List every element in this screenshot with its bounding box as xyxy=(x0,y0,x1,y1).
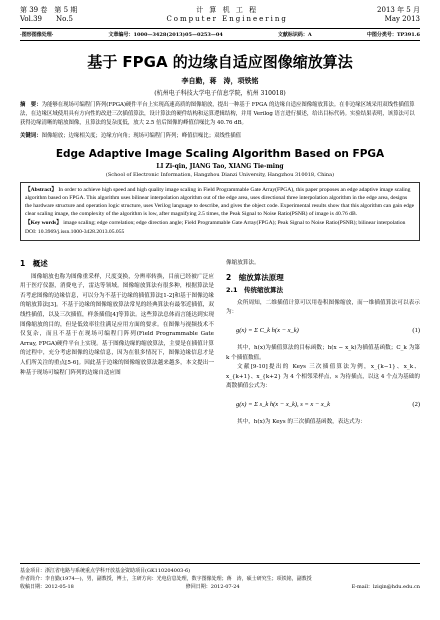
keywords-english xyxy=(25,219,415,227)
body-columns xyxy=(20,259,420,428)
doi: DOI: 10.3969/j.issn.1000-3428.2013.05.055 xyxy=(25,229,125,235)
equation-1-number: (1) xyxy=(412,327,420,335)
abstract-chinese xyxy=(20,101,420,128)
abstract-label-en: 【Abstract】 xyxy=(25,187,58,193)
equation-2-number: (2) xyxy=(412,401,420,409)
classification-number: 中图分类号：TP391.6 xyxy=(366,32,420,38)
equation-2-body: g(x) = Σ s_k h(x − x_k), s = x − x_k xyxy=(236,401,330,409)
keywords-text-cn: 图像缩放；边缘相关度；边缘方向角；现场可编程门阵列；峰值信噪比；双线性插值 xyxy=(41,133,242,139)
abstract-label-cn: 摘 要： xyxy=(20,102,42,108)
volume-cn: 第 39 卷 第 5 期 xyxy=(20,6,78,14)
abstract-english xyxy=(25,186,415,218)
equation-2 xyxy=(236,396,420,414)
author-bio: 作者简介：李自勤(1974—)，男，副教授，博士，主研方向：光电信息处理，数字图像处理；蒋 涛，硕士研究生；项铁铭，副教授 xyxy=(20,576,312,582)
paragraph-3: 文献[9-10]提出的 Keys 三次插值算法为例，x_{k−1}、x_k、x_{k+1}、x_{k+2} 为 4 个相邻采样点，s 为待插点，以这 4 个点为基础的离散插值公式为： xyxy=(226,364,420,390)
article-number: 文章编号：1000—3428(2013)05—0253—04 xyxy=(108,32,223,38)
date-en: May 2013 xyxy=(384,15,420,23)
affiliation-chinese: (杭州电子科技大学电子信息学院，杭州 310018) xyxy=(154,90,286,97)
equation-1 xyxy=(236,322,420,340)
english-abstract-box xyxy=(20,182,420,241)
modified-date: 修回日期：2012-07-24 xyxy=(185,584,240,590)
journal-name-cn: 计 算 机 工 程 xyxy=(196,6,259,14)
article-meta xyxy=(20,29,420,40)
volume-info xyxy=(20,6,77,24)
meta-rule xyxy=(20,40,420,41)
journal-name xyxy=(166,6,287,24)
journal-name-en: Computer Engineering xyxy=(166,15,288,23)
title-english: Edge Adaptive Image Scaling Algorithm Based on FPGA xyxy=(55,148,385,160)
overview-paragraph: 图像缩放也称为图像重采样，尺度变换，分辨率转换，目前已经被广泛应用于医疗仪器，消费电子，雷达等领域。图像缩放算法有很多种，根据算法是否考虑图像的边缘信息，可以分为不基于边缘的插值算法[1-2]和基于图像边缘的缩放算法[3]。不基于边缘的图像缩放算法常见的经典算法有最邻近插值，双线性插值，以及三次插值，样条插值[4]等算法。这些算法总体而言能达到实现图像缩放的目的，但是低效率往往满足应用方面的要求。在图像与视频技术不仅复杂，而且不基于在现场可编程门阵列(Field Programmable Gate Array, FPGA)硬件平台上实现。基于图像边缘的缩放算法，主要是在插值计算的过程中，充分考虑图像的边缘信息，因为在很多情况下，图像边缘信息才是人们所关注的重点[5-6]。因此基于边缘的图像缩放算法越来越多，本文提出一种基于现场可编程门阵列的边缘自适应图 xyxy=(20,273,214,376)
paragraph-1: 众所周知，二维插值计算可以用卷积图像缩放，而一维插值算法可以表示为： xyxy=(226,299,420,316)
title-chinese: 基于 FPGA 的边缘自适应图像缩放算法 xyxy=(87,53,353,71)
date-cn: 2013 年 5 月 xyxy=(377,6,420,14)
keywords-label-en: 【Key words】 xyxy=(25,220,62,226)
volume-en: Vol.39 No.5 xyxy=(20,15,73,23)
footnote xyxy=(20,563,420,591)
received-date: 收稿日期：2012-05-18 xyxy=(20,584,74,590)
authors-english: LI Zi-qin, JIANG Tao, XIANG Tie-ming xyxy=(156,163,284,170)
abstract-text-cn: 为能够在现场可编程门阵列(FPGA)硬件平台上实现高速高质的图像缩放，提出一种基于 FPGA 的边缘自适应图像缩放算法。在非边缘区域采用双线性插值算法，在边缘区域使用具有方向性的改进三次插值算法，设计算法的硬件结构和运算逻辑结构，并用 Verilog 语言进行描述，给出目标代码。实验结果表明，该算法可以获得边缘清晰的缩放图像，且算法的复杂度低，放大 2.5 倍后图像的峰值信噪比为 40.76 dB。 xyxy=(20,102,415,126)
document-code: 文献标识码：A xyxy=(277,32,312,38)
authors-chinese: 李自勤，蒋 涛，项铁铭 xyxy=(181,76,259,85)
issue-date xyxy=(377,6,420,24)
section-label: ·图形图像处理· xyxy=(20,32,54,38)
dates-row xyxy=(20,583,420,591)
affiliation-english: (School of Electronic Information, Hangzhou Dianzi University, Hangzhou 310018, China) xyxy=(105,172,335,178)
section-heading-overview: 1 概述 xyxy=(20,259,48,268)
keywords-label-cn: 关键词： xyxy=(20,133,42,139)
section-heading-principle: 2 缩放算法原理 xyxy=(226,272,284,282)
abstract-text-en: In order to achieve high speed and high quality image scaling in Field Programmable Gate Array(FPGA), this paper proposes an edge adaptive image scaling algorithm based on FPGA. This algorithm uses bilinear interpolation algorithm out of the edge area, uses directional three interpolation algorithm in the edge area, designs the hardware structure and operation logic structure, uses Verilog language to describe, and gives the object code. Experimental results show that this algorithm can gain edge clear scaling image, the complexity of the algorithm is low, after magnifying 2.5 times, the Peak Signal to Noise Ratio(PSNR) of image is 40.76 dB. xyxy=(25,187,415,217)
keywords-chinese xyxy=(20,132,420,141)
email: E-mail：lziqin@hdu.edu.cn xyxy=(351,584,420,590)
journal-header xyxy=(20,6,420,28)
subsection-heading: 2.1 传统缩放算法 xyxy=(226,286,284,295)
paragraph-2: 其中，h(x)为插值算法的目标函数；h(x − x_k)为插值基函数；C_k 为第 k 个插值数值。 xyxy=(226,344,420,361)
fund-note: 基金项目：浙江省电路与系统重点学科开放基金资助项目(GK110204003-6) xyxy=(20,568,191,574)
continued-text: 像缩放算法。 xyxy=(226,260,260,266)
right-column xyxy=(226,259,420,428)
keywords-text-en: image scaling; edge correlation; edge direction angle; Field Programmable Gate Array(FPGA); Peak Signal to Noise Ratio(PSNR); bilinear interpolation xyxy=(63,220,406,226)
equation-1-body: g(x) = Σ C_k h(x − x_k) xyxy=(236,327,299,335)
left-column xyxy=(20,259,214,428)
paragraph-4: 其中，h(x)为 Keys 的三次插值基函数，表达式为： xyxy=(237,418,366,425)
